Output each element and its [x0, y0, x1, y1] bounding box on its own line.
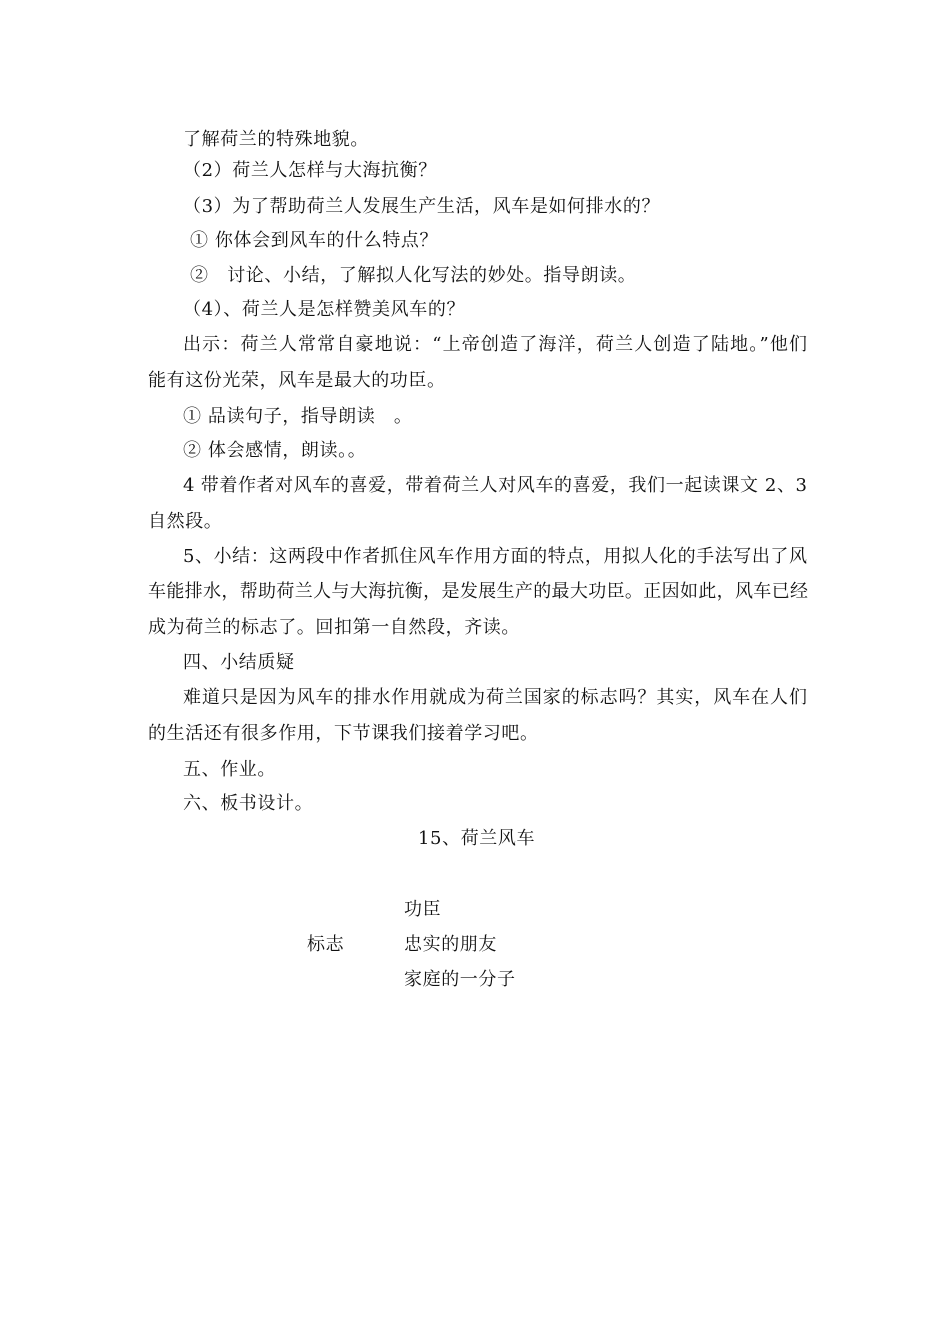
section-heading: 五、作业。 [183, 759, 276, 780]
board-item: 家庭的一分子 [404, 969, 516, 990]
paragraph-text: 成为荷兰的标志了。回扣第一自然段，齐读。 [148, 617, 520, 638]
board-title: 15、荷兰风车 [418, 828, 536, 849]
paragraph-text: （4）、荷兰人是怎样赞美风车的？ [183, 299, 466, 320]
paragraph-text: 难道只是因为风车的排水作用就成为荷兰国家的标志吗？其实，风车在人们 [183, 687, 807, 708]
paragraph-text: ① 你体会到风车的什么特点？ [190, 230, 439, 251]
paragraph-text: 车能排水，帮助荷兰人与大海抗衡，是发展生产的最大功臣。正因如此，风车已经 [148, 581, 808, 602]
paragraph-text: （3）为了帮助荷兰人发展生产生活，风车是如何排水的？ [183, 196, 661, 217]
paragraph-text: 出示：荷兰人常常自豪地说：“上帝创造了海洋，荷兰人创造了陆地。”他们 [183, 334, 807, 355]
board-item: 忠实的朋友 [404, 934, 497, 955]
paragraph-text: ② 讨论、小结，了解拟人化写法的妙处。指导朗读。 [190, 265, 637, 286]
section-heading: 四、小结质疑 [183, 652, 295, 673]
section-heading: 六、板书设计。 [183, 793, 314, 814]
paragraph-text: ② 体会感情，朗读。。 [183, 440, 367, 461]
paragraph-text: （2）荷兰人怎样与大海抗衡？ [183, 160, 437, 181]
paragraph-text: 5、小结：这两段中作者抓住风车作用方面的特点，用拟人化的手法写出了风 [183, 546, 807, 567]
paragraph-text: ① 品读句子，指导朗读 。 [183, 406, 413, 427]
paragraph-text: 能有这份光荣，风车是最大的功臣。 [148, 370, 446, 391]
board-label: 标志 [307, 934, 345, 955]
paragraph-text: 了解荷兰的特殊地貌。 [183, 129, 369, 150]
board-item: 功臣 [404, 899, 442, 920]
paragraph-text: 的生活还有很多作用，下节课我们接着学习吧。 [148, 723, 539, 744]
paragraph-text: 4 带着作者对风车的喜爱，带着荷兰人对风车的喜爱，我们一起读课文 2、3 [183, 475, 807, 496]
paragraph-text: 自然段。 [148, 511, 223, 532]
